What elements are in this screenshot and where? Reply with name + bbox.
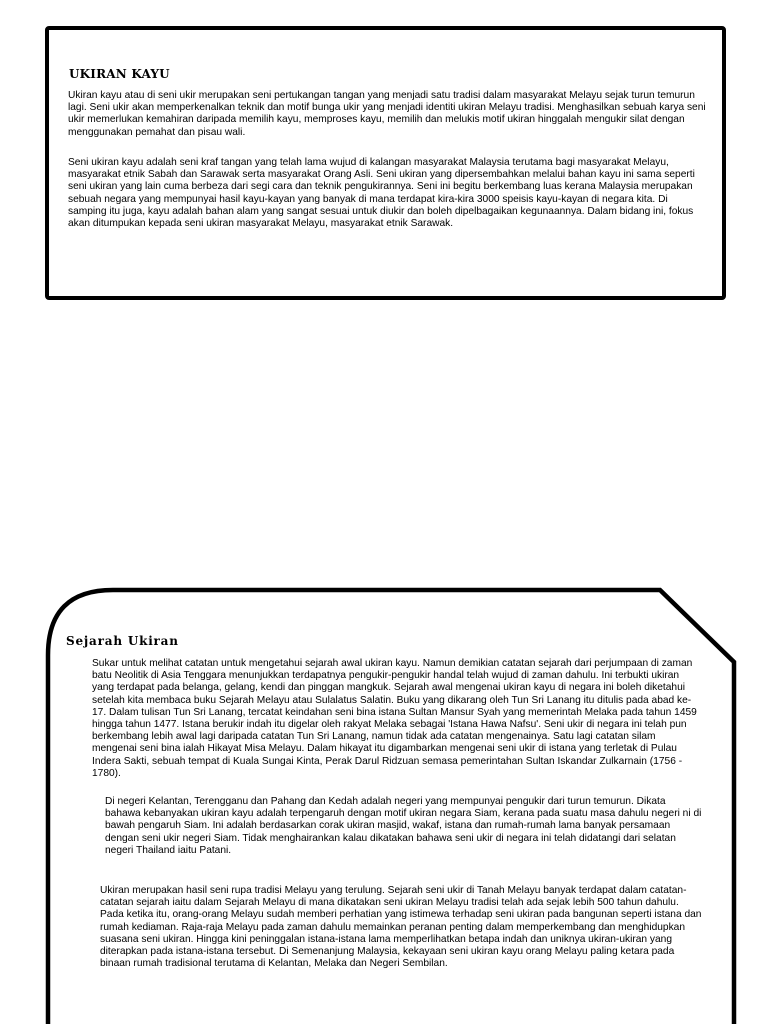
- paragraph: Sukar untuk melihat catatan untuk mengetahui sejarah awal ukiran kayu. Namun demikian catatan sejarah dari perjumpaan di zaman batu Neolitik di Asia Tenggara menunjukkan terdapatnya pengukir-pengukir handal telah wujud di zaman dahulu. Ini terbukti ukiran yang terdapat pada belanga, gelang, kendi dan pinggan mangkuk. Sejarah awal mengenai ukiran kayu di negara ini boleh diketahui setelah kita membaca buku Sejarah Melayu atau Sulalatus Salatin. Buku yang dikarang oleh Tun Sri Lanang itu ditulis pada abad ke-17. Dalam tulisan Tun Sri Lanang, tercatat keindahan seni bina istana Sultan Mansur Syah yang memerintah Melaka pada tahun 1459 hingga tahun 1477. Istana berukir indah itu digelar oleh rakyat Melaka sebagai 'Istana Hawa Nafsu'. Seni ukir di negara ini telah pun berkembang lebih awal lagi daripada catatan Tun Sri Lanang, namun tidak ada catatan mengenainya. Satu lagi catatan silam mengenai seni bina ialah Hikayat Misa Melayu. Dalam hikayat itu digambarkan mengenai seni ukir di istana yang terletak di Pulau Indera Sakti, sebuah tempat di Kuala Sungai Kinta, Perak Darul Ridzuan semasa pemerintahan Sultan Iskandar Zulkarnain (1756 - 1780).: [92, 658, 697, 779]
- paragraph: Seni ukiran kayu adalah seni kraf tangan yang telah lama wujud di kalangan masyarakat Malaysia terutama bagi masyarakat Melayu, masyarakat etnik Sabah dan Sarawak serta masyarakat Orang Asli. Seni ukiran yang dipersembahkan melalui bahan kayu ini sama seperti seni ukiran yang lain cuma berbeza dari segi cara dan teknik pengukirannya. Seni ini begitu berkembang luas kerana Malaysia merupakan sebuah negara yang mempunyai hasil kayu-kayan yang banyak di mana terdapat kira-kira 3000 speisis kayu-kayan di negara kita. Di samping itu juga, kayu adalah bahan alam yang sangat sesuai untuk diukir dan boleh dipelbagaikan kegunaannya. Dalam bidang ini, fokus akan ditumpukan kepada seni ukiran masyarakat Melayu, masyarakat etnik Sarawak.: [68, 157, 695, 230]
- sejarah-ukiran-box: [66, 634, 702, 970]
- paragraph: Di negeri Kelantan, Terengganu dan Pahang dan Kedah adalah negeri yang mempunyai pengukir dari turun temurun. Dikata bahawa kebanyakan ukiran kayu adalah terpengaruh dengan motif ukiran negara Siam, kerana pada suatu masa dahulu negeri ni di bawah pengaruh Siam. Ini adalah berdasarkan corak ukiran masjid, wakaf, istana dan rumah-rumah lama banyak persamaan dengan seni ukir negeri Siam. Tidak menghairankan kalau dikatakan bahawa seni ukir di negara ini telah didatangi dari selatan negeri Thailand iaitu Patani.: [105, 796, 702, 856]
- paragraph: Ukiran merupakan hasil seni rupa tradisi Melayu yang terulung. Sejarah seni ukir di Tanah Melayu banyak terdapat dalam catatan-catatan sejarah iaitu dalam Sejarah Melayu di mana dikatakan seni ukiran Melayu tradisi telah ada sejak lebih 500 tahun dahulu. Pada ketika itu, orang-orang Melayu sudah memberi perhatian yang istimewa terhadap seni ukiran pada bangunan seperti istana dan rumah kediaman. Raja-raja Melayu pada zaman dahulu memainkan peranan penting dalam memperkembang dan menghidupkan suasana seni ukiran. Hingga kini peninggalan istana-istana lama memperlihatkan betapa indah dan uniknya ukiran-ukiran yang diterapkan pada istana-istana tersebut. Di Semenanjung Malaysia, kekayaan seni ukiran kayu orang Melayu paling ketara pada binaan rumah tradisional terutama di Kelantan, Melaka dan Negeri Sembilan.: [100, 885, 702, 970]
- section-title: Sejarah Ukiran: [66, 634, 179, 648]
- section-title: UKIRAN KAYU: [69, 67, 170, 81]
- paragraph: Ukiran kayu atau di seni ukir merupakan seni pertukangan tangan yang menjadi satu tradisi dalam masyarakat Melayu sejak turun temurun lagi. Seni ukir akan memperkenalkan teknik dan motif bunga ukir yang menjadi identiti ukiran Melayu tradisi. Menghasilkan sebuah karya seni ukir memerlukan kemahiran daripada memilih kayu, memproses kayu, memilih dan melukis motif ukiran hinggalah mengukir silat dengan menggunakan pemahat dan pisau wali.: [68, 90, 706, 138]
